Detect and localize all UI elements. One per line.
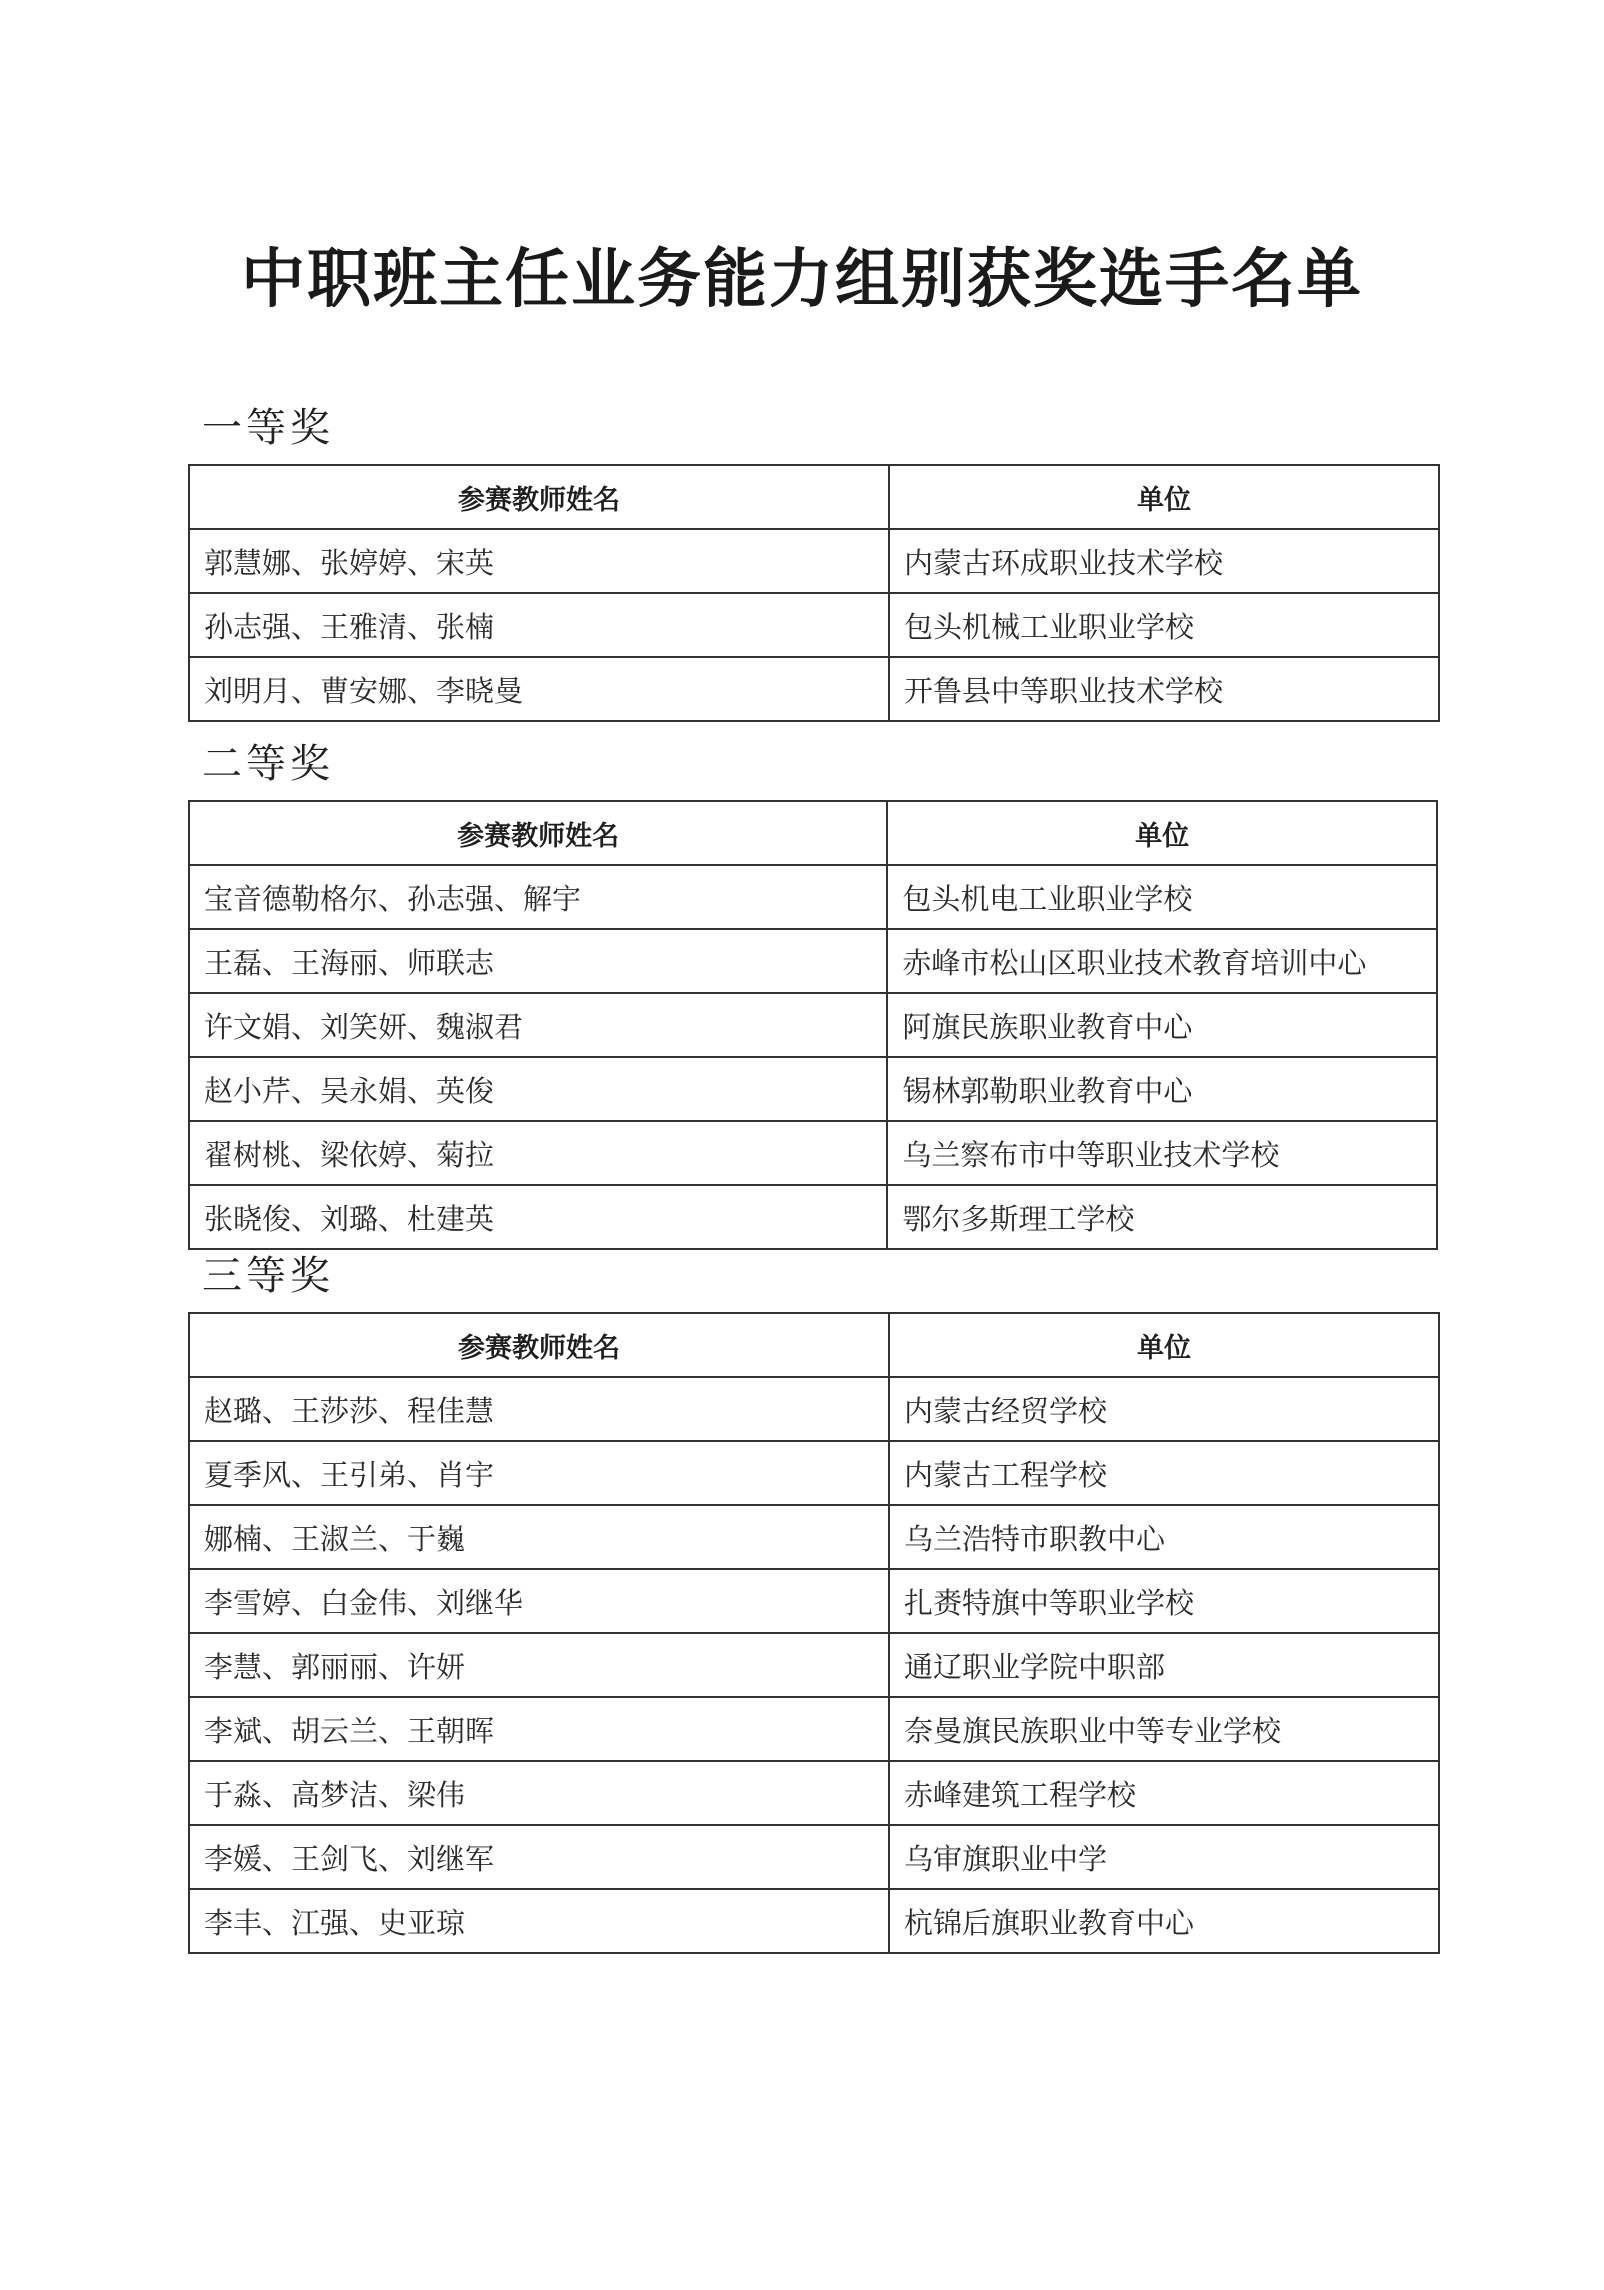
teacher-names-cell: 王磊、王海丽、师联志 [189, 929, 887, 993]
section-second-prize [188, 738, 1438, 1250]
unit-cell: 乌审旗职业中学 [889, 1825, 1439, 1889]
award-table [188, 1312, 1440, 1954]
table-row [189, 1441, 1439, 1505]
table-header-row [189, 1313, 1439, 1377]
table-row [189, 1121, 1437, 1185]
table-row [189, 1185, 1437, 1249]
teacher-names-cell: 翟树桃、梁依婷、菊拉 [189, 1121, 887, 1185]
document-title: 中职班主任业务能力组别获奖选手名单 [241, 243, 1363, 317]
unit-cell: 扎赉特旗中等职业学校 [889, 1569, 1439, 1633]
unit-cell: 通辽职业学院中职部 [889, 1633, 1439, 1697]
unit-cell: 包头机械工业职业学校 [889, 593, 1439, 657]
column-header-names: 参赛教师姓名 [189, 465, 889, 529]
award-table [188, 800, 1438, 1250]
unit-cell: 乌兰察布市中等职业技术学校 [887, 1121, 1437, 1185]
teacher-names-cell: 李慧、郭丽丽、许妍 [189, 1633, 889, 1697]
teacher-names-cell: 宝音德勒格尔、孙志强、解宇 [189, 865, 887, 929]
column-header-names: 参赛教师姓名 [189, 801, 887, 865]
table-row [189, 657, 1439, 721]
column-header-names: 参赛教师姓名 [189, 1313, 889, 1377]
table-row [189, 1825, 1439, 1889]
column-header-unit: 单位 [889, 1313, 1439, 1377]
table-row [189, 865, 1437, 929]
table-row [189, 1697, 1439, 1761]
table-header-row [189, 801, 1437, 865]
column-header-unit: 单位 [889, 465, 1439, 529]
table-row [189, 1057, 1437, 1121]
unit-cell: 包头机电工业职业学校 [887, 865, 1437, 929]
teacher-names-cell: 夏季风、王引弟、肖宇 [189, 1441, 889, 1505]
teacher-names-cell: 李雪婷、白金伟、刘继华 [189, 1569, 889, 1633]
unit-cell: 内蒙古工程学校 [889, 1441, 1439, 1505]
section-third-prize [188, 1250, 1440, 1954]
unit-cell: 内蒙古环成职业技术学校 [889, 529, 1439, 593]
unit-cell: 开鲁县中等职业技术学校 [889, 657, 1439, 721]
unit-cell: 鄂尔多斯理工学校 [887, 1185, 1437, 1249]
teacher-names-cell: 赵小芹、吴永娟、英俊 [189, 1057, 887, 1121]
unit-cell: 赤峰建筑工程学校 [889, 1761, 1439, 1825]
column-header-unit: 单位 [887, 801, 1437, 865]
table-row [189, 993, 1437, 1057]
teacher-names-cell: 张晓俊、刘璐、杜建英 [189, 1185, 887, 1249]
section-heading: 一等奖 [202, 405, 334, 451]
teacher-names-cell: 娜楠、王淑兰、于巍 [189, 1505, 889, 1569]
table-header-row [189, 465, 1439, 529]
unit-cell: 内蒙古经贸学校 [889, 1377, 1439, 1441]
table-row [189, 1377, 1439, 1441]
table-row [189, 929, 1437, 993]
table-row [189, 1633, 1439, 1697]
table-row [189, 593, 1439, 657]
teacher-names-cell: 许文娟、刘笑妍、魏淑君 [189, 993, 887, 1057]
teacher-names-cell: 赵璐、王莎莎、程佳慧 [189, 1377, 889, 1441]
unit-cell: 锡林郭勒职业教育中心 [887, 1057, 1437, 1121]
award-table [188, 464, 1440, 722]
teacher-names-cell: 郭慧娜、张婷婷、宋英 [189, 529, 889, 593]
unit-cell: 杭锦后旗职业教育中心 [889, 1889, 1439, 1953]
unit-cell: 阿旗民族职业教育中心 [887, 993, 1437, 1057]
table-row [189, 1505, 1439, 1569]
table-row [189, 1761, 1439, 1825]
unit-cell: 赤峰市松山区职业技术教育培训中心 [887, 929, 1437, 993]
section-heading: 三等奖 [202, 1253, 334, 1299]
unit-cell: 乌兰浩特市职教中心 [889, 1505, 1439, 1569]
section-heading: 二等奖 [202, 741, 334, 787]
teacher-names-cell: 李媛、王剑飞、刘继军 [189, 1825, 889, 1889]
teacher-names-cell: 孙志强、王雅清、张楠 [189, 593, 889, 657]
table-row [189, 1569, 1439, 1633]
section-first-prize [188, 402, 1440, 722]
unit-cell: 奈曼旗民族职业中等专业学校 [889, 1697, 1439, 1761]
teacher-names-cell: 李丰、江强、史亚琼 [189, 1889, 889, 1953]
teacher-names-cell: 李斌、胡云兰、王朝晖 [189, 1697, 889, 1761]
teacher-names-cell: 刘明月、曹安娜、李晓曼 [189, 657, 889, 721]
table-row [189, 529, 1439, 593]
table-row [189, 1889, 1439, 1953]
teacher-names-cell: 于淼、高梦洁、梁伟 [189, 1761, 889, 1825]
